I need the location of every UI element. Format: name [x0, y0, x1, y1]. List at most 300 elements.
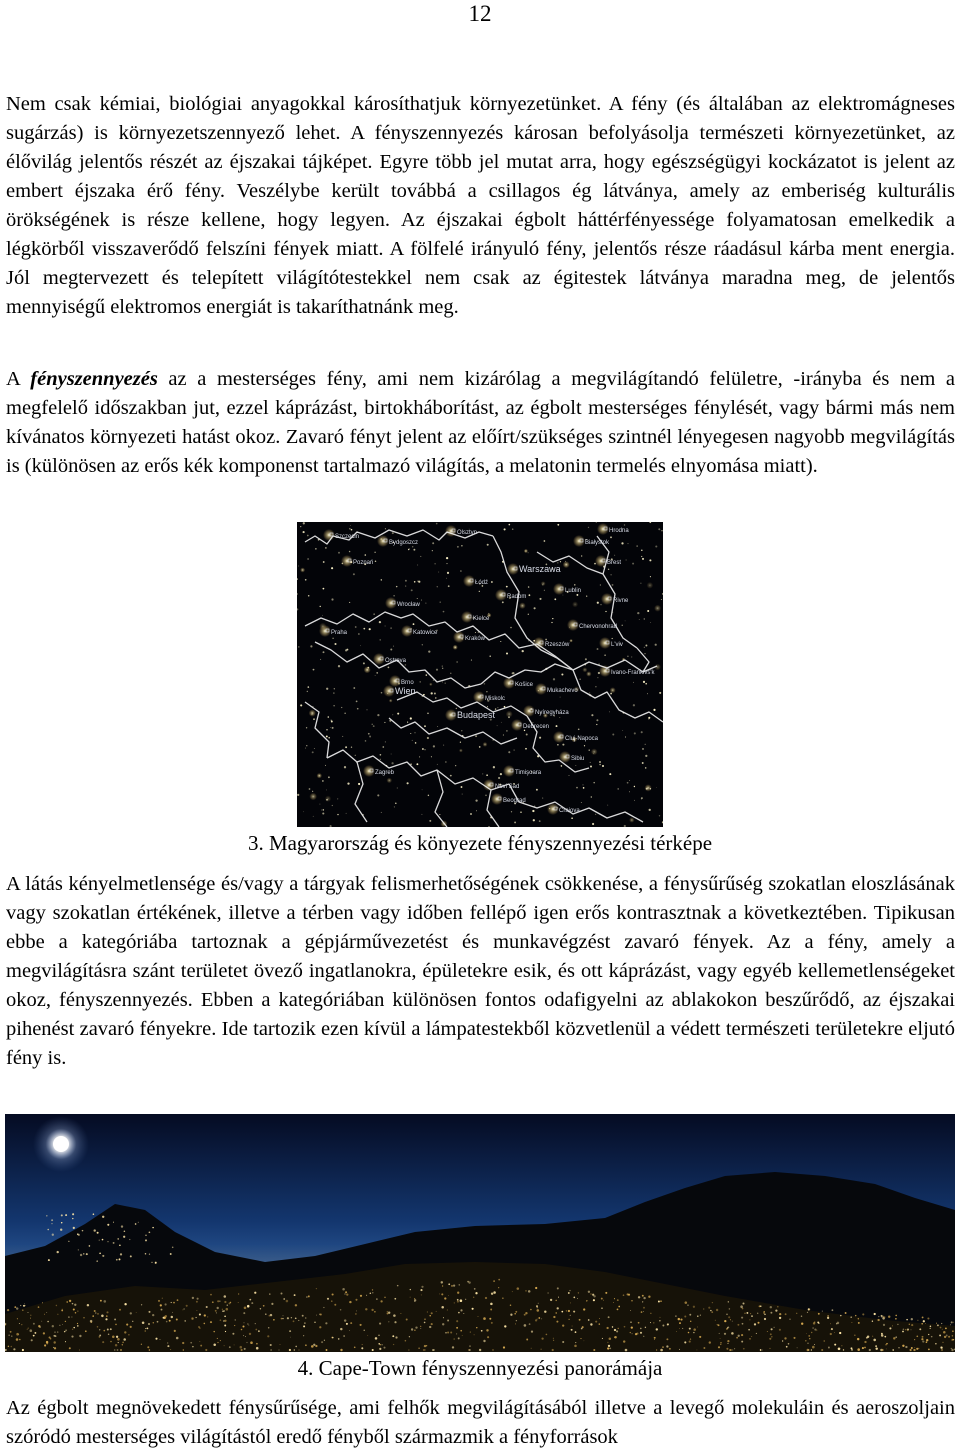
city-light-dot — [493, 1280, 495, 1282]
city-light-dot — [212, 1301, 214, 1303]
city-light-dot — [375, 1337, 378, 1340]
map-light-dot — [417, 598, 418, 599]
city-light-dot — [229, 1346, 231, 1348]
city-light-dot — [260, 1308, 261, 1309]
hillside-light-dot — [102, 1216, 104, 1218]
hillside-light-dot — [155, 1262, 157, 1264]
city-light-dot — [757, 1313, 758, 1314]
map-light-dot — [578, 728, 580, 730]
city-light-dot — [110, 1341, 112, 1343]
map-light-dot — [426, 674, 427, 675]
city-light-dot — [895, 1336, 897, 1338]
city-light-dot — [926, 1339, 928, 1341]
city-light-dot — [727, 1326, 729, 1328]
hillside-light-dot — [117, 1238, 119, 1240]
city-light-dot — [608, 1316, 610, 1318]
city-light-dot — [17, 1318, 18, 1319]
city-light-dot — [346, 1323, 348, 1325]
city-light-dot — [427, 1312, 428, 1313]
city-light-dot — [593, 1299, 595, 1301]
hillside-light-dot — [145, 1239, 147, 1241]
city-light-dot — [448, 1283, 450, 1285]
city-light-dot — [550, 1299, 552, 1301]
city-light-dot — [831, 1309, 833, 1311]
city-light-dot — [609, 1338, 612, 1341]
city-light-dot — [737, 1324, 739, 1326]
city-light-dot — [573, 1297, 575, 1299]
city-light-dot — [34, 1332, 36, 1334]
map-light-dot — [379, 621, 381, 623]
map-light-dot — [627, 782, 629, 784]
city-light-dot — [666, 1338, 668, 1340]
city-light-dot — [234, 1325, 235, 1326]
city-light-dot — [56, 1305, 57, 1306]
map-city-label: Katowice — [413, 630, 438, 636]
city-light-dot — [393, 1344, 394, 1345]
city-light-dot — [485, 1297, 487, 1299]
city-light-dot — [630, 1310, 631, 1311]
city-light-dot — [836, 1323, 837, 1324]
map-light-dot — [344, 766, 346, 768]
city-light-dot — [52, 1325, 54, 1327]
city-light-dot — [839, 1332, 841, 1334]
city-light-dot — [898, 1347, 899, 1348]
city-light-dot — [123, 1338, 126, 1341]
city-light-dot — [298, 1320, 299, 1321]
map-light-dot — [307, 558, 309, 560]
city-light-dot — [717, 1324, 718, 1325]
city-light-dot — [268, 1327, 270, 1329]
city-light-dot — [241, 1329, 243, 1331]
map-city-label: Mukachevo — [547, 688, 578, 694]
map-light-dot — [460, 570, 462, 572]
map-light-dot — [322, 812, 324, 814]
city-light-dot — [922, 1336, 924, 1338]
city-light-dot — [580, 1338, 581, 1339]
hillside-light-dot — [149, 1254, 150, 1255]
city-light-dot — [75, 1312, 77, 1314]
city-light-dot — [645, 1327, 646, 1328]
city-light-dot — [421, 1286, 423, 1288]
city-light-dot — [708, 1307, 710, 1309]
map-light-dot — [544, 590, 545, 591]
city-light-dot — [101, 1315, 104, 1318]
city-light-dot — [883, 1316, 884, 1317]
city-light-dot — [110, 1328, 112, 1330]
map-light-dot — [526, 734, 528, 736]
map-light-dot — [510, 627, 512, 629]
city-light-dot — [420, 1328, 421, 1329]
city-light-dot — [400, 1313, 401, 1314]
hillside-light-dot — [99, 1240, 100, 1241]
city-light-dot — [38, 1306, 40, 1308]
map-light-dot — [407, 782, 409, 784]
city-light-dot — [205, 1349, 207, 1351]
city-light-dot — [362, 1344, 363, 1345]
city-light-dot — [732, 1321, 733, 1322]
city-light-dot — [623, 1294, 625, 1296]
map-light-dot — [309, 788, 311, 790]
city-light-dot — [531, 1348, 532, 1349]
city-light-dot — [380, 1300, 382, 1302]
map-light-dot — [313, 816, 314, 817]
map-light-dot — [375, 675, 376, 676]
city-light-dot — [939, 1334, 941, 1336]
map-light-dot — [595, 686, 596, 687]
definition-term: fényszennyezés — [30, 368, 158, 390]
city-light-dot — [184, 1320, 186, 1322]
map-light-dot — [476, 810, 477, 811]
city-light-dot — [360, 1324, 362, 1326]
city-light-dot — [474, 1288, 476, 1290]
city-light-dot — [28, 1312, 29, 1313]
city-light-dot — [249, 1299, 251, 1301]
map-city-label: Novi Sad — [495, 784, 520, 790]
map-light-dot — [326, 735, 328, 737]
city-light-dot — [712, 1302, 713, 1303]
map-city-label: Košice — [515, 682, 534, 688]
city-light-dot — [468, 1349, 469, 1350]
map-light-dot — [645, 645, 647, 647]
city-light-dot — [240, 1346, 243, 1349]
map-city-label: Łódź — [475, 580, 489, 586]
city-light-dot — [295, 1317, 297, 1319]
map-light-dot — [351, 529, 353, 531]
city-light-dot — [715, 1320, 716, 1321]
map-light-dot — [559, 717, 560, 718]
city-light-dot — [558, 1297, 559, 1298]
hillside-light-dot — [48, 1259, 50, 1261]
city-light-dot — [115, 1324, 117, 1326]
map-light-dot — [372, 724, 373, 725]
hillside-light-dot — [138, 1222, 139, 1223]
map-light-dot — [319, 804, 320, 805]
city-light-dot — [801, 1323, 803, 1325]
city-light-dot — [340, 1309, 342, 1311]
map-light-dot — [500, 641, 501, 642]
city-light-dot — [599, 1323, 600, 1324]
city-light-dot — [568, 1292, 570, 1294]
map-light-dot — [379, 639, 380, 640]
map-light-dot — [323, 651, 325, 653]
map-light-dot — [349, 602, 350, 603]
city-light-dot — [703, 1309, 704, 1310]
map-light-dot — [349, 528, 351, 530]
city-light-dot — [456, 1320, 458, 1322]
city-light-dot — [726, 1348, 728, 1350]
city-light-dot — [834, 1344, 836, 1346]
city-light-dot — [77, 1325, 79, 1327]
city-light-dot — [142, 1322, 145, 1325]
figure1-caption: 3. Magyarország és könyezete fényszennyezési térképe — [247, 831, 713, 855]
city-light-dot — [602, 1338, 603, 1339]
city-light-dot — [224, 1345, 225, 1346]
city-light-dot — [53, 1347, 54, 1348]
city-light-dot — [917, 1320, 918, 1321]
city-light-dot — [489, 1318, 491, 1320]
city-light-dot — [659, 1320, 660, 1321]
map-light-dot — [429, 683, 432, 686]
map-light-dot — [569, 775, 570, 776]
city-light-dot — [445, 1332, 447, 1334]
map-light-dot — [413, 549, 415, 551]
city-light-dot — [498, 1287, 499, 1288]
city-light-dot — [796, 1313, 797, 1314]
map-light-dot — [497, 707, 498, 708]
city-light-dot — [556, 1321, 558, 1323]
hillside-light-dot — [130, 1255, 132, 1257]
city-light-dot — [763, 1311, 764, 1312]
city-light-dot — [167, 1342, 168, 1343]
city-light-dot — [116, 1336, 118, 1338]
city-light-dot — [669, 1348, 671, 1350]
map-light-dot — [320, 606, 321, 607]
city-light-dot — [638, 1322, 640, 1324]
city-light-dot — [541, 1349, 542, 1350]
city-light-dot — [289, 1330, 291, 1332]
city-light-dot — [746, 1312, 748, 1314]
city-light-dot — [454, 1302, 455, 1303]
map-light-dot — [303, 811, 304, 812]
city-light-dot — [163, 1317, 165, 1319]
city-light-dot — [44, 1314, 45, 1315]
city-light-dot — [538, 1303, 539, 1304]
city-light-dot — [219, 1301, 220, 1302]
city-light-dot — [167, 1345, 169, 1347]
city-light-dot — [265, 1313, 267, 1315]
map-light-dot — [412, 546, 413, 547]
map-light-dot — [503, 734, 504, 735]
city-light-dot — [103, 1330, 105, 1332]
city-light-dot — [608, 1345, 610, 1347]
city-light-dot — [504, 1325, 506, 1327]
city-light-dot — [869, 1349, 871, 1351]
city-light-dot — [27, 1329, 28, 1330]
map-light-dot — [585, 658, 587, 660]
map-city-label: Rivne — [613, 598, 629, 604]
city-light-dot — [43, 1332, 45, 1334]
city-light-dot — [553, 1340, 554, 1341]
city-light-dot — [524, 1324, 527, 1327]
city-light-dot — [429, 1326, 431, 1328]
city-light-dot — [897, 1324, 898, 1325]
city-light-dot — [916, 1348, 918, 1350]
map-light-dot — [506, 652, 508, 654]
city-light-dot — [157, 1321, 159, 1323]
city-light-dot — [24, 1303, 25, 1304]
city-light-dot — [801, 1315, 802, 1316]
city-light-dot — [811, 1332, 812, 1333]
city-light-dot — [696, 1349, 697, 1350]
city-light-dot — [177, 1299, 179, 1301]
city-light-dot — [9, 1335, 10, 1336]
city-light-dot — [816, 1330, 817, 1331]
city-light-dot — [160, 1304, 162, 1306]
city-light-dot — [53, 1341, 55, 1343]
city-light-dot — [529, 1323, 531, 1325]
city-light-dot — [770, 1348, 771, 1349]
city-light-dot — [617, 1309, 619, 1311]
hillside-light-dot — [52, 1234, 54, 1236]
map-light-dot — [641, 799, 642, 800]
city-light-dot — [845, 1312, 847, 1314]
city-light-dot — [119, 1309, 121, 1311]
city-light-dot — [457, 1299, 459, 1301]
hillside-light-dot — [116, 1259, 118, 1261]
city-light-dot — [458, 1337, 460, 1339]
city-light-dot — [31, 1339, 33, 1341]
map-light-dot — [644, 618, 645, 619]
city-light-dot — [679, 1328, 680, 1329]
city-light-dot — [913, 1349, 915, 1351]
city-light-dot — [510, 1314, 512, 1316]
city-light-dot — [658, 1301, 660, 1303]
city-light-dot — [59, 1325, 60, 1326]
city-light-dot — [172, 1312, 173, 1313]
map-light-dot — [508, 716, 510, 718]
map-light-dot — [353, 687, 355, 689]
city-light-dot — [562, 1341, 564, 1343]
map-city-label: Olsztyn — [457, 530, 478, 536]
city-light-dot — [728, 1316, 730, 1318]
city-light-dot — [757, 1322, 759, 1324]
map-light-dot — [331, 720, 332, 721]
city-light-dot — [244, 1307, 247, 1310]
map-light-dot — [341, 707, 342, 708]
city-light-dot — [71, 1336, 73, 1338]
map-light-dot — [461, 786, 463, 788]
city-light-dot — [457, 1292, 459, 1294]
map-light-dot — [393, 595, 395, 597]
map-light-dot — [627, 655, 629, 657]
map-light-dot — [612, 734, 614, 736]
city-light-dot — [350, 1322, 352, 1324]
map-light-dot — [389, 699, 393, 703]
map-light-dot — [326, 729, 327, 730]
city-light-dot — [83, 1317, 84, 1318]
map-light-dot — [323, 809, 325, 811]
hillside-light-dot — [78, 1249, 79, 1250]
map-light-dot — [545, 639, 547, 641]
city-light-dot — [605, 1292, 607, 1294]
map-light-dot — [317, 773, 322, 778]
city-light-dot — [676, 1331, 677, 1332]
city-light-dot — [773, 1327, 774, 1328]
city-light-dot — [748, 1329, 750, 1331]
city-light-dot — [42, 1302, 43, 1303]
city-light-dot — [709, 1341, 711, 1343]
city-light-dot — [950, 1324, 951, 1325]
map-light-dot — [597, 677, 598, 678]
map-light-dot — [309, 710, 316, 717]
city-light-dot — [220, 1319, 222, 1321]
map-light-dot — [612, 638, 613, 639]
city-light-dot — [314, 1321, 316, 1323]
city-light-dot — [200, 1345, 202, 1347]
city-light-dot — [866, 1337, 868, 1339]
city-light-dot — [914, 1339, 915, 1340]
map-light-dot — [346, 813, 347, 814]
map-light-dot — [392, 714, 393, 715]
city-light-dot — [288, 1318, 289, 1319]
city-light-dot — [811, 1349, 812, 1350]
city-light-dot — [381, 1344, 382, 1345]
city-light-dot — [718, 1346, 720, 1348]
city-light-dot — [577, 1298, 578, 1299]
city-light-dot — [593, 1349, 595, 1351]
city-light-dot — [269, 1293, 270, 1294]
city-light-dot — [851, 1349, 853, 1351]
city-light-dot — [579, 1319, 581, 1321]
city-light-dot — [762, 1350, 763, 1351]
city-light-dot — [453, 1284, 455, 1286]
city-light-dot — [952, 1339, 954, 1341]
map-light-dot — [642, 748, 643, 749]
map-light-dot — [506, 730, 508, 732]
map-light-dot — [439, 814, 440, 815]
city-light-dot — [469, 1345, 471, 1347]
city-light-dot — [892, 1349, 894, 1351]
city-light-dot — [192, 1346, 194, 1348]
city-light-dot — [643, 1297, 645, 1299]
hillside-light-dot — [51, 1219, 53, 1221]
map-city-label: Warszawa — [519, 564, 561, 574]
map-light-dot — [629, 791, 630, 792]
map-light-dot — [528, 594, 530, 596]
city-light-dot — [354, 1346, 356, 1348]
map-light-dot — [374, 552, 375, 553]
city-light-dot — [538, 1317, 540, 1319]
city-light-dot — [199, 1313, 201, 1315]
map-light-dot — [428, 795, 429, 796]
map-light-dot — [437, 764, 438, 765]
city-light-dot — [223, 1310, 225, 1312]
city-light-dot — [720, 1342, 721, 1343]
map-light-dot — [322, 780, 323, 781]
map-light-dot — [609, 773, 611, 775]
city-light-dot — [439, 1293, 440, 1294]
city-light-dot — [85, 1330, 87, 1332]
city-light-dot — [928, 1334, 929, 1335]
map-light-dot — [397, 788, 398, 789]
city-light-dot — [183, 1308, 184, 1309]
city-light-dot — [395, 1336, 397, 1338]
city-light-dot — [902, 1345, 904, 1347]
map-light-dot — [637, 546, 638, 547]
city-light-dot — [256, 1343, 258, 1345]
city-light-dot — [478, 1316, 479, 1317]
city-light-dot — [660, 1317, 661, 1318]
city-light-dot — [935, 1343, 936, 1344]
city-light-dot — [754, 1323, 756, 1325]
map-light-dot — [656, 787, 657, 788]
hillside-light-dot — [72, 1218, 73, 1219]
city-light-dot — [191, 1317, 194, 1320]
city-light-dot — [910, 1349, 912, 1351]
map-light-dot — [599, 764, 600, 765]
city-light-dot — [881, 1334, 884, 1337]
city-light-dot — [269, 1315, 271, 1317]
map-light-dot — [358, 633, 359, 634]
city-light-dot — [217, 1300, 219, 1302]
map-light-dot — [483, 742, 488, 747]
city-light-dot — [570, 1315, 571, 1316]
city-light-dot — [431, 1312, 433, 1314]
city-light-dot — [224, 1315, 226, 1317]
hillside-light-dot — [61, 1214, 63, 1216]
city-light-dot — [16, 1338, 19, 1341]
map-light-dot — [393, 646, 394, 647]
